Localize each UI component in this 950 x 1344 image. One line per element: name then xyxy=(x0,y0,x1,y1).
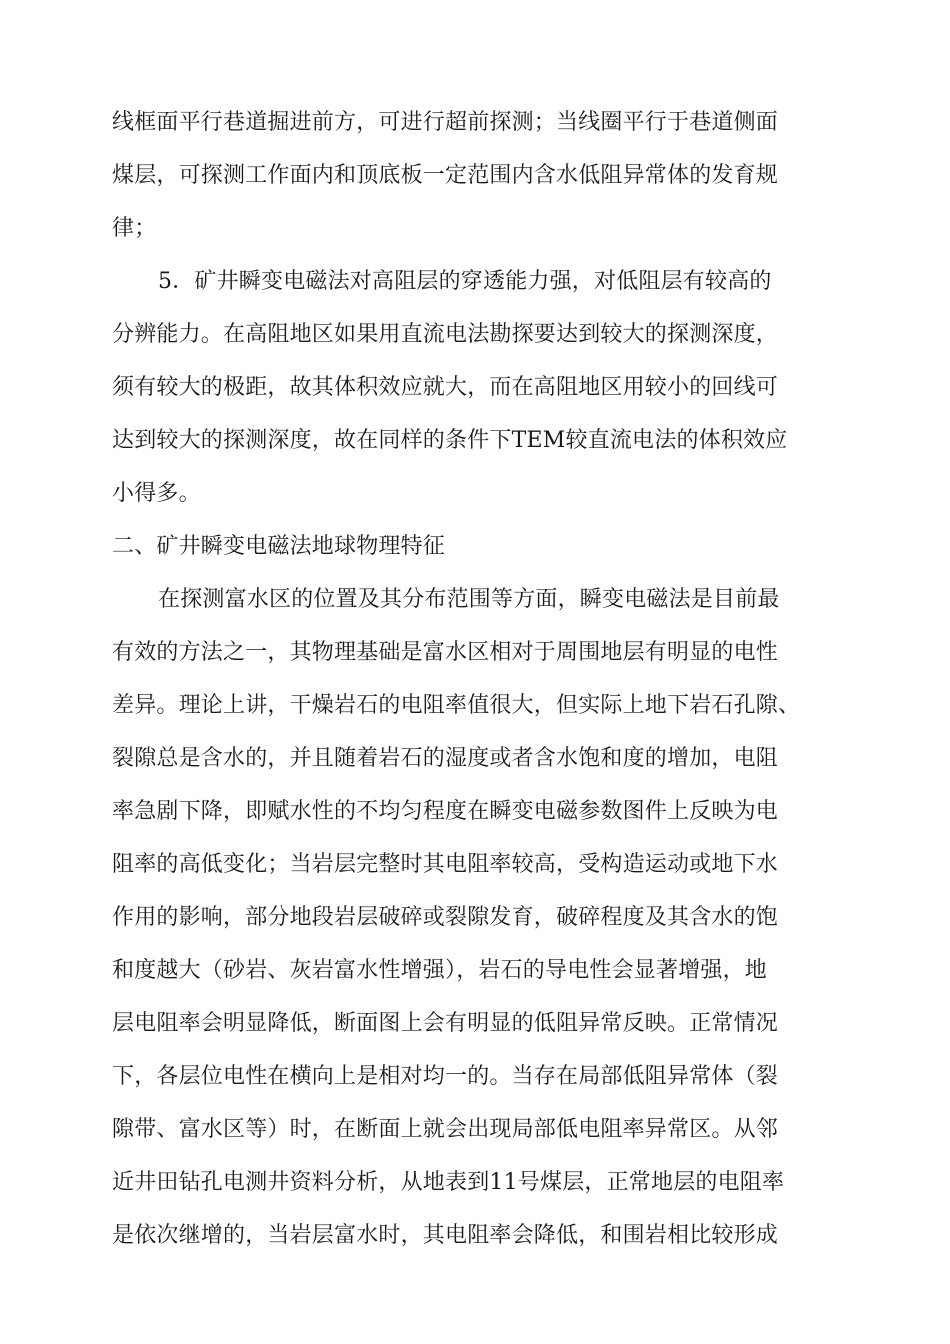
text-line: 下，各层位电性在横向上是相对均一的。当存在局部低阻异常体（裂 xyxy=(112,1064,779,1089)
section-heading: 二、矿井瞬变电磁法地球物理特征 xyxy=(112,534,446,559)
text-line: 线框面平行巷道掘进前方，可进行超前探测；当线圈平行于巷道侧面 xyxy=(112,110,779,135)
text-line: 须有较大的极距，故其体积效应就大，而在高阻地区用较小的回线可 xyxy=(112,375,779,400)
text-line: 分辨能力。在高阻地区如果用直流电法勘探要达到较大的探测深度， xyxy=(112,322,779,347)
text-line: 有效的方法之一，其物理基础是富水区相对于周围地层有明显的电性 xyxy=(112,640,779,665)
numbered-item-5: 5．矿井瞬变电磁法对高阻层的穿透能力强，对低阻层有较高的 xyxy=(158,269,772,294)
text-line: 小得多。 xyxy=(112,481,201,506)
text-line: 和度越大（砂岩、灰岩富水性增强），岩石的导电性会显著增强，地 xyxy=(112,958,768,983)
text-line: 隙带、富水区等）时，在断面上就会出现局部低电阻率异常区。从邻 xyxy=(112,1117,779,1142)
text-line: 裂隙总是含水的，并且随着岩石的湿度或者含水饱和度的增加，电阻 xyxy=(112,746,779,771)
paragraph-start: 在探测富水区的位置及其分布范围等方面，瞬变电磁法是目前最 xyxy=(158,587,780,612)
text-line: 煤层，可探测工作面内和顶底板一定范围内含水低阻异常体的发育规 xyxy=(112,163,779,188)
text-line: 层电阻率会明显降低，断面图上会有明显的低阻异常反映。正常情况 xyxy=(112,1011,779,1036)
text-line: 达到较大的探测深度，故在同样的条件下TEM较直流电法的体积效应 xyxy=(112,428,788,453)
text-line: 差异。理论上讲，干燥岩石的电阻率值很大，但实际上地下岩石孔隙、 xyxy=(112,693,801,718)
text-line: 近井田钻孔电测井资料分析，从地表到11号煤层，正常地层的电阻率 xyxy=(112,1170,785,1195)
text-line: 是依次继增的，当岩层富水时，其电阻率会降低，和围岩相比较形成 xyxy=(112,1223,779,1248)
text-line: 律； xyxy=(112,216,157,241)
text-line: 作用的影响，部分地段岩层破碎或裂隙发育，破碎程度及其含水的饱 xyxy=(112,905,779,930)
text-line: 阻率的高低变化；当岩层完整时其电阻率较高，受构造运动或地下水 xyxy=(112,852,779,877)
text-line: 率急剧下降，即赋水性的不均匀程度在瞬变电磁参数图件上反映为电 xyxy=(112,799,779,824)
